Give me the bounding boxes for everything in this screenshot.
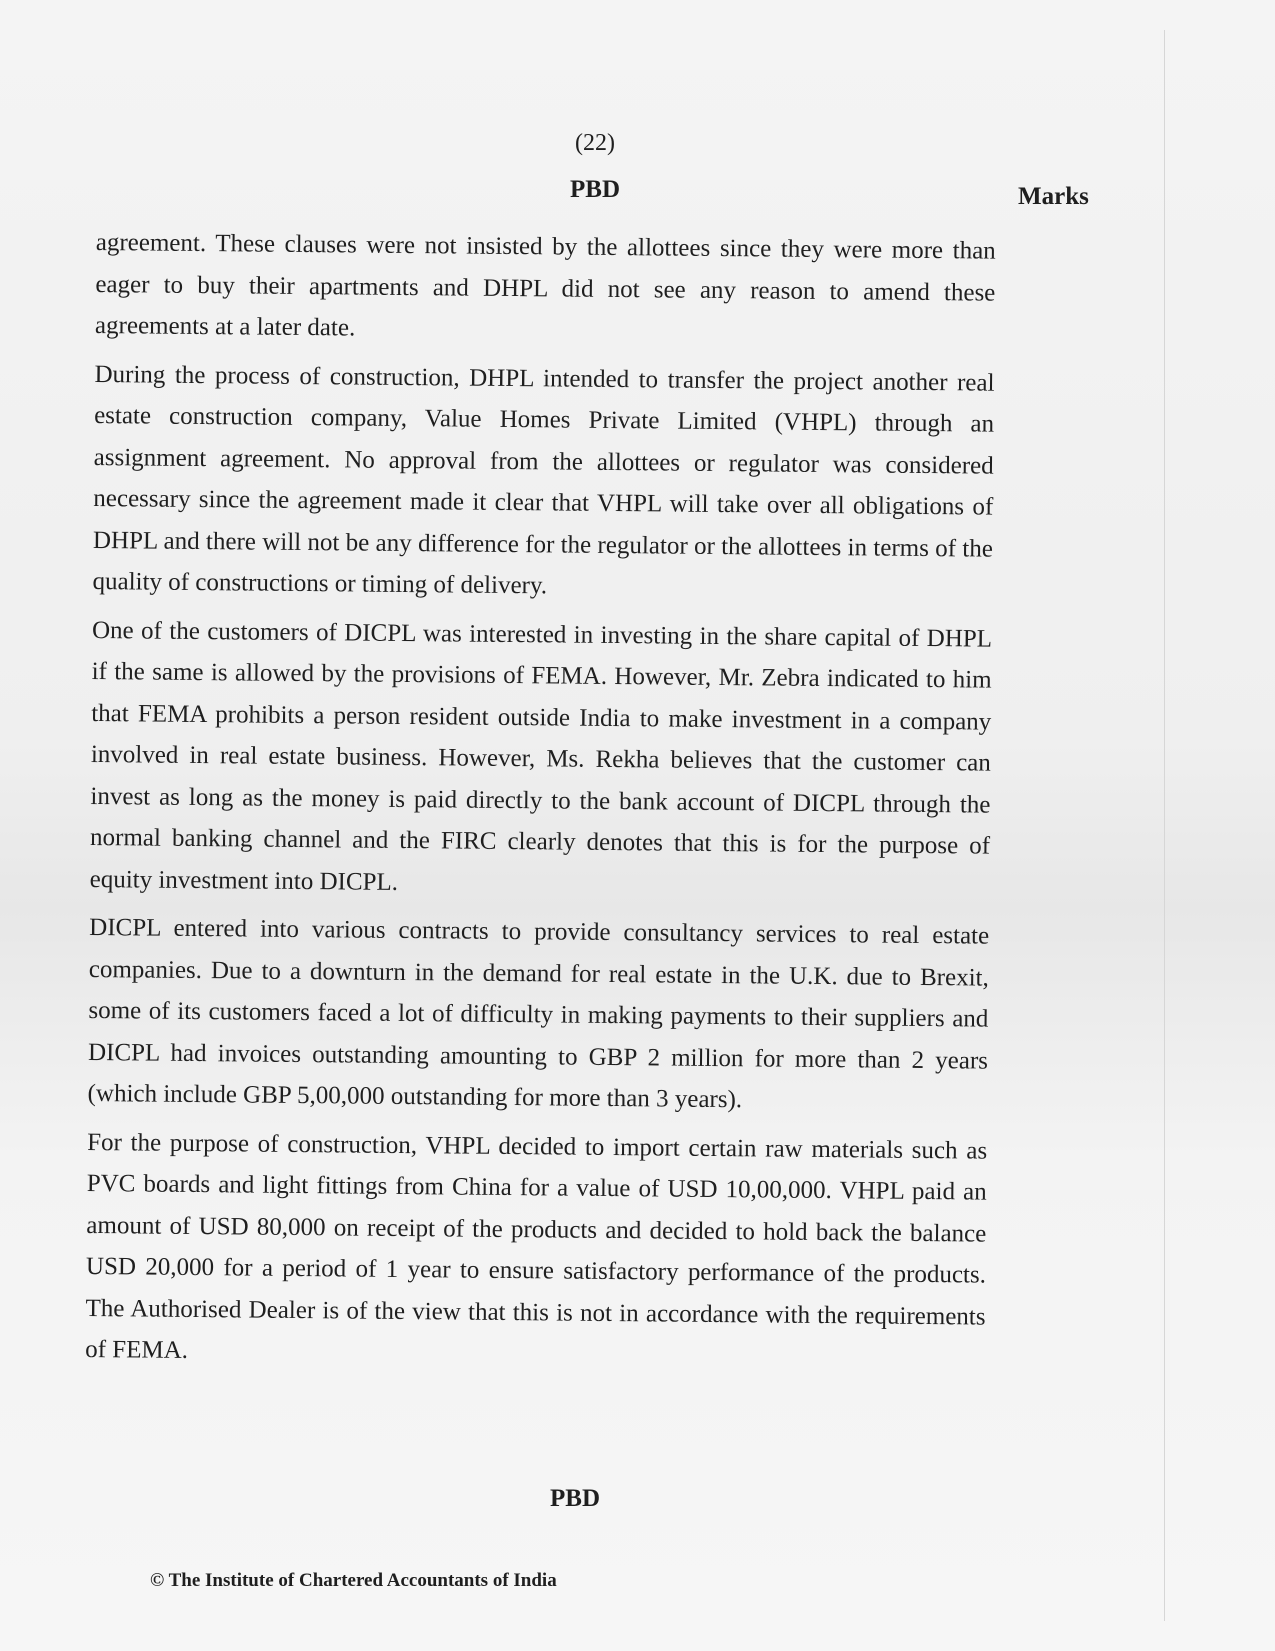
paragraph-agreement: agreement. These clauses were not insisted by the allottees since they were more than eager to buy their apartments and DHPL did not see any reason to amend these agreements at a later date. [94, 228, 996, 342]
page-number: (22) [575, 130, 615, 156]
paragraph-fema-investment: One of the customers of DICPL was interested in investing in the share capital of DHPL if the same is allowed by the provisions of FEMA. However, Mr. Zebra indicated to him that FEMA prohibits a person resident outside India to make investment in a company involved in real estate business. However, Ms. Rekha believes that the customer can invest as long as the money is paid directly to the bank account of DICPL through the normal banking channel and the FIRC clearly denotes that this is for the purpose of equity investment into DICPL. [89, 616, 993, 896]
paragraph-consultancy-receivables: DICPL entered into various contracts to provide consultancy services to real estate companies. Due to a downturn in the demand for real estate in the U.K. due to Brexit, some of its customers faced a lot of difficulty in making payments to their suppliers and DICPL had invoices outstanding amounting to GBP 2 million for more than 2 years (which include GBP 5,00,000 outstanding for more than 3 years). [87, 913, 990, 1114]
pbd-footer: PBD [550, 1485, 600, 1512]
marks-column-heading: Marks [1018, 183, 1089, 210]
body-text [85, 222, 996, 1386]
pbd-header: PBD [570, 176, 620, 203]
paragraph-import-payment: For the purpose of construction, VHPL decided to import certain raw materials such as PVC boards and light fittings from China for a value of USD 10,00,000. VHPL paid an amount of USD 80,000 on receipt of the products and decided to hold back the balance USD 20,000 for a period of 1 year to ensure satisfactory performance of the products. The Authorised Dealer is of the view that this is not in accordance with the requirements of FEMA. [85, 1128, 988, 1364]
page-edge-shadow [1154, 30, 1165, 1621]
copyright-footer: © The Institute of Chartered Accountants of India [150, 1570, 557, 1591]
paragraph-construction-transfer: During the process of construction, DHPL intended to transfer the project another real estate construction company, Value Homes Private Limited (VHPL) through an assignment agreement. No approval from the allottees or regulator was considered necessary since the agreement made it clear that VHPL will take over all obligations of DHPL and there will not be any difference for the regulator or the allottees in terms of the quality of constructions or timing of delivery. [92, 360, 995, 600]
